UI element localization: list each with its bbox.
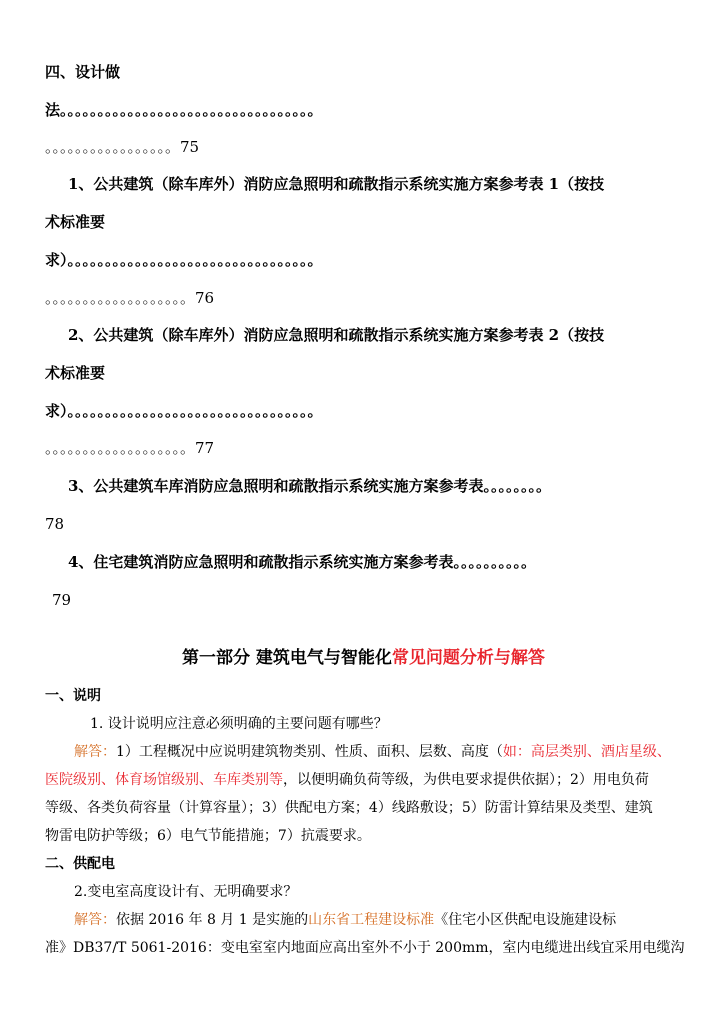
toc-page-number: 79	[52, 591, 72, 609]
toc-text: 3、公共建筑车库消防应急照明和疏散指示系统实施方案参考表	[68, 477, 484, 495]
toc-leader-dots: 。。。。。。。。。。。。。。。。。。。	[45, 289, 196, 307]
toc-section4-heading: 四、设计做	[45, 63, 121, 81]
toc-leader-dots: 。。。。。。。。。。。。。。。。。	[45, 138, 181, 156]
toc-item2-title: 2、公共建筑（除车库外）消防应急照明和疏散指示系统实施方案参考表 2（按技	[68, 326, 605, 344]
answer-highlight: 医院级别、体育场馆级别、车库类别等	[45, 772, 283, 788]
answer-2-line1	[74, 910, 616, 930]
toc-page-number: 77	[195, 439, 215, 457]
toc-page-number: 76	[195, 289, 215, 307]
toc-item1-title: 1、公共建筑（除车库外）消防应急照明和疏散指示系统实施方案参考表 1（按技	[68, 175, 605, 193]
toc-item1-line2	[45, 288, 214, 308]
toc-leader-dots: 。。。。。。。。。。。。。。。。。。。。。。。。。。。。。。。。。	[67, 402, 323, 420]
toc-leader-dots: 。。。。。。。。。。。。。。。。。。。	[45, 439, 196, 457]
section-heading: 一、说明	[45, 688, 101, 704]
answer-text: 《住宅小区供配电设施建设标	[434, 912, 617, 928]
toc-page-number: 78	[45, 515, 65, 533]
answer-1-line1	[74, 742, 671, 762]
toc-item4-title	[68, 552, 536, 572]
answer-highlight: 山东省工程建设标准	[308, 912, 435, 928]
question-1: 1. 设计说明应注意必须明确的主要问题有哪些？	[90, 716, 388, 732]
toc-text: 4、住宅建筑消防应急照明和疏散指示系统实施方案参考表	[68, 553, 454, 571]
part-title-highlight: 常见问题分析与解答	[391, 648, 545, 668]
part-title-main: 第一部分 建筑电气与智能化	[182, 648, 392, 668]
toc-leader-dots: 。。。。。。。。。。	[453, 553, 536, 571]
answer-text: 1）工程概况中应说明建筑物类别、性质、面积、层数、高度（	[116, 744, 503, 760]
answer-text: 依据 2016 年 8 月 1 是实施的	[116, 912, 309, 928]
answer-label: 解答：	[74, 912, 116, 928]
toc-item1-title-cont: 术标准要	[45, 213, 106, 231]
answer-1-line4: 物雷电防护等级；6）电气节能措施；7）抗震要求。	[45, 828, 371, 844]
toc-item1-line	[45, 250, 323, 270]
toc-leader-dots: 。。。。。。。。	[483, 477, 551, 495]
answer-1-line3: 等级、各类负荷容量（计算容量）；3）供配电方案；4）线路敷设；5）防雷计算结果及类型、建筑	[45, 800, 653, 816]
toc-section4-line	[45, 100, 323, 120]
question-2: 2.变电室高度设计有、无明确要求？	[74, 884, 298, 900]
answer-highlight: 如：高层类别、酒店星级、	[502, 744, 671, 760]
answer-text: ，以便明确负荷等级，为供电要求提供依据）；2）用电负荷	[283, 772, 649, 788]
toc-text: 求）	[45, 251, 68, 269]
toc-item2-title-cont: 术标准要	[45, 364, 106, 382]
toc-item3-title	[68, 476, 551, 496]
answer-label: 解答：	[74, 744, 116, 760]
answer-2-line2: 准》DB37/T 5061-2016：变电室室内地面应高出室外不小于 200mm，室内电缆进出线宜采用电缆沟	[45, 940, 685, 956]
toc-section4-line2	[45, 137, 199, 157]
part-title	[182, 648, 545, 668]
section-heading: 二、供配电	[45, 856, 115, 872]
toc-page-number: 75	[180, 138, 200, 156]
toc-text: 法	[45, 101, 61, 119]
toc-leader-dots: 。。。。。。。。。。。。。。。。。。。。。。。。。。。。。。。。。。	[60, 101, 323, 119]
toc-item2-line	[45, 401, 323, 421]
toc-item2-line2	[45, 438, 214, 458]
toc-leader-dots: 。。。。。。。。。。。。。。。。。。。。。。。。。。。。。。。。。	[67, 251, 323, 269]
toc-text: 求）	[45, 402, 68, 420]
answer-1-line2	[45, 770, 649, 790]
